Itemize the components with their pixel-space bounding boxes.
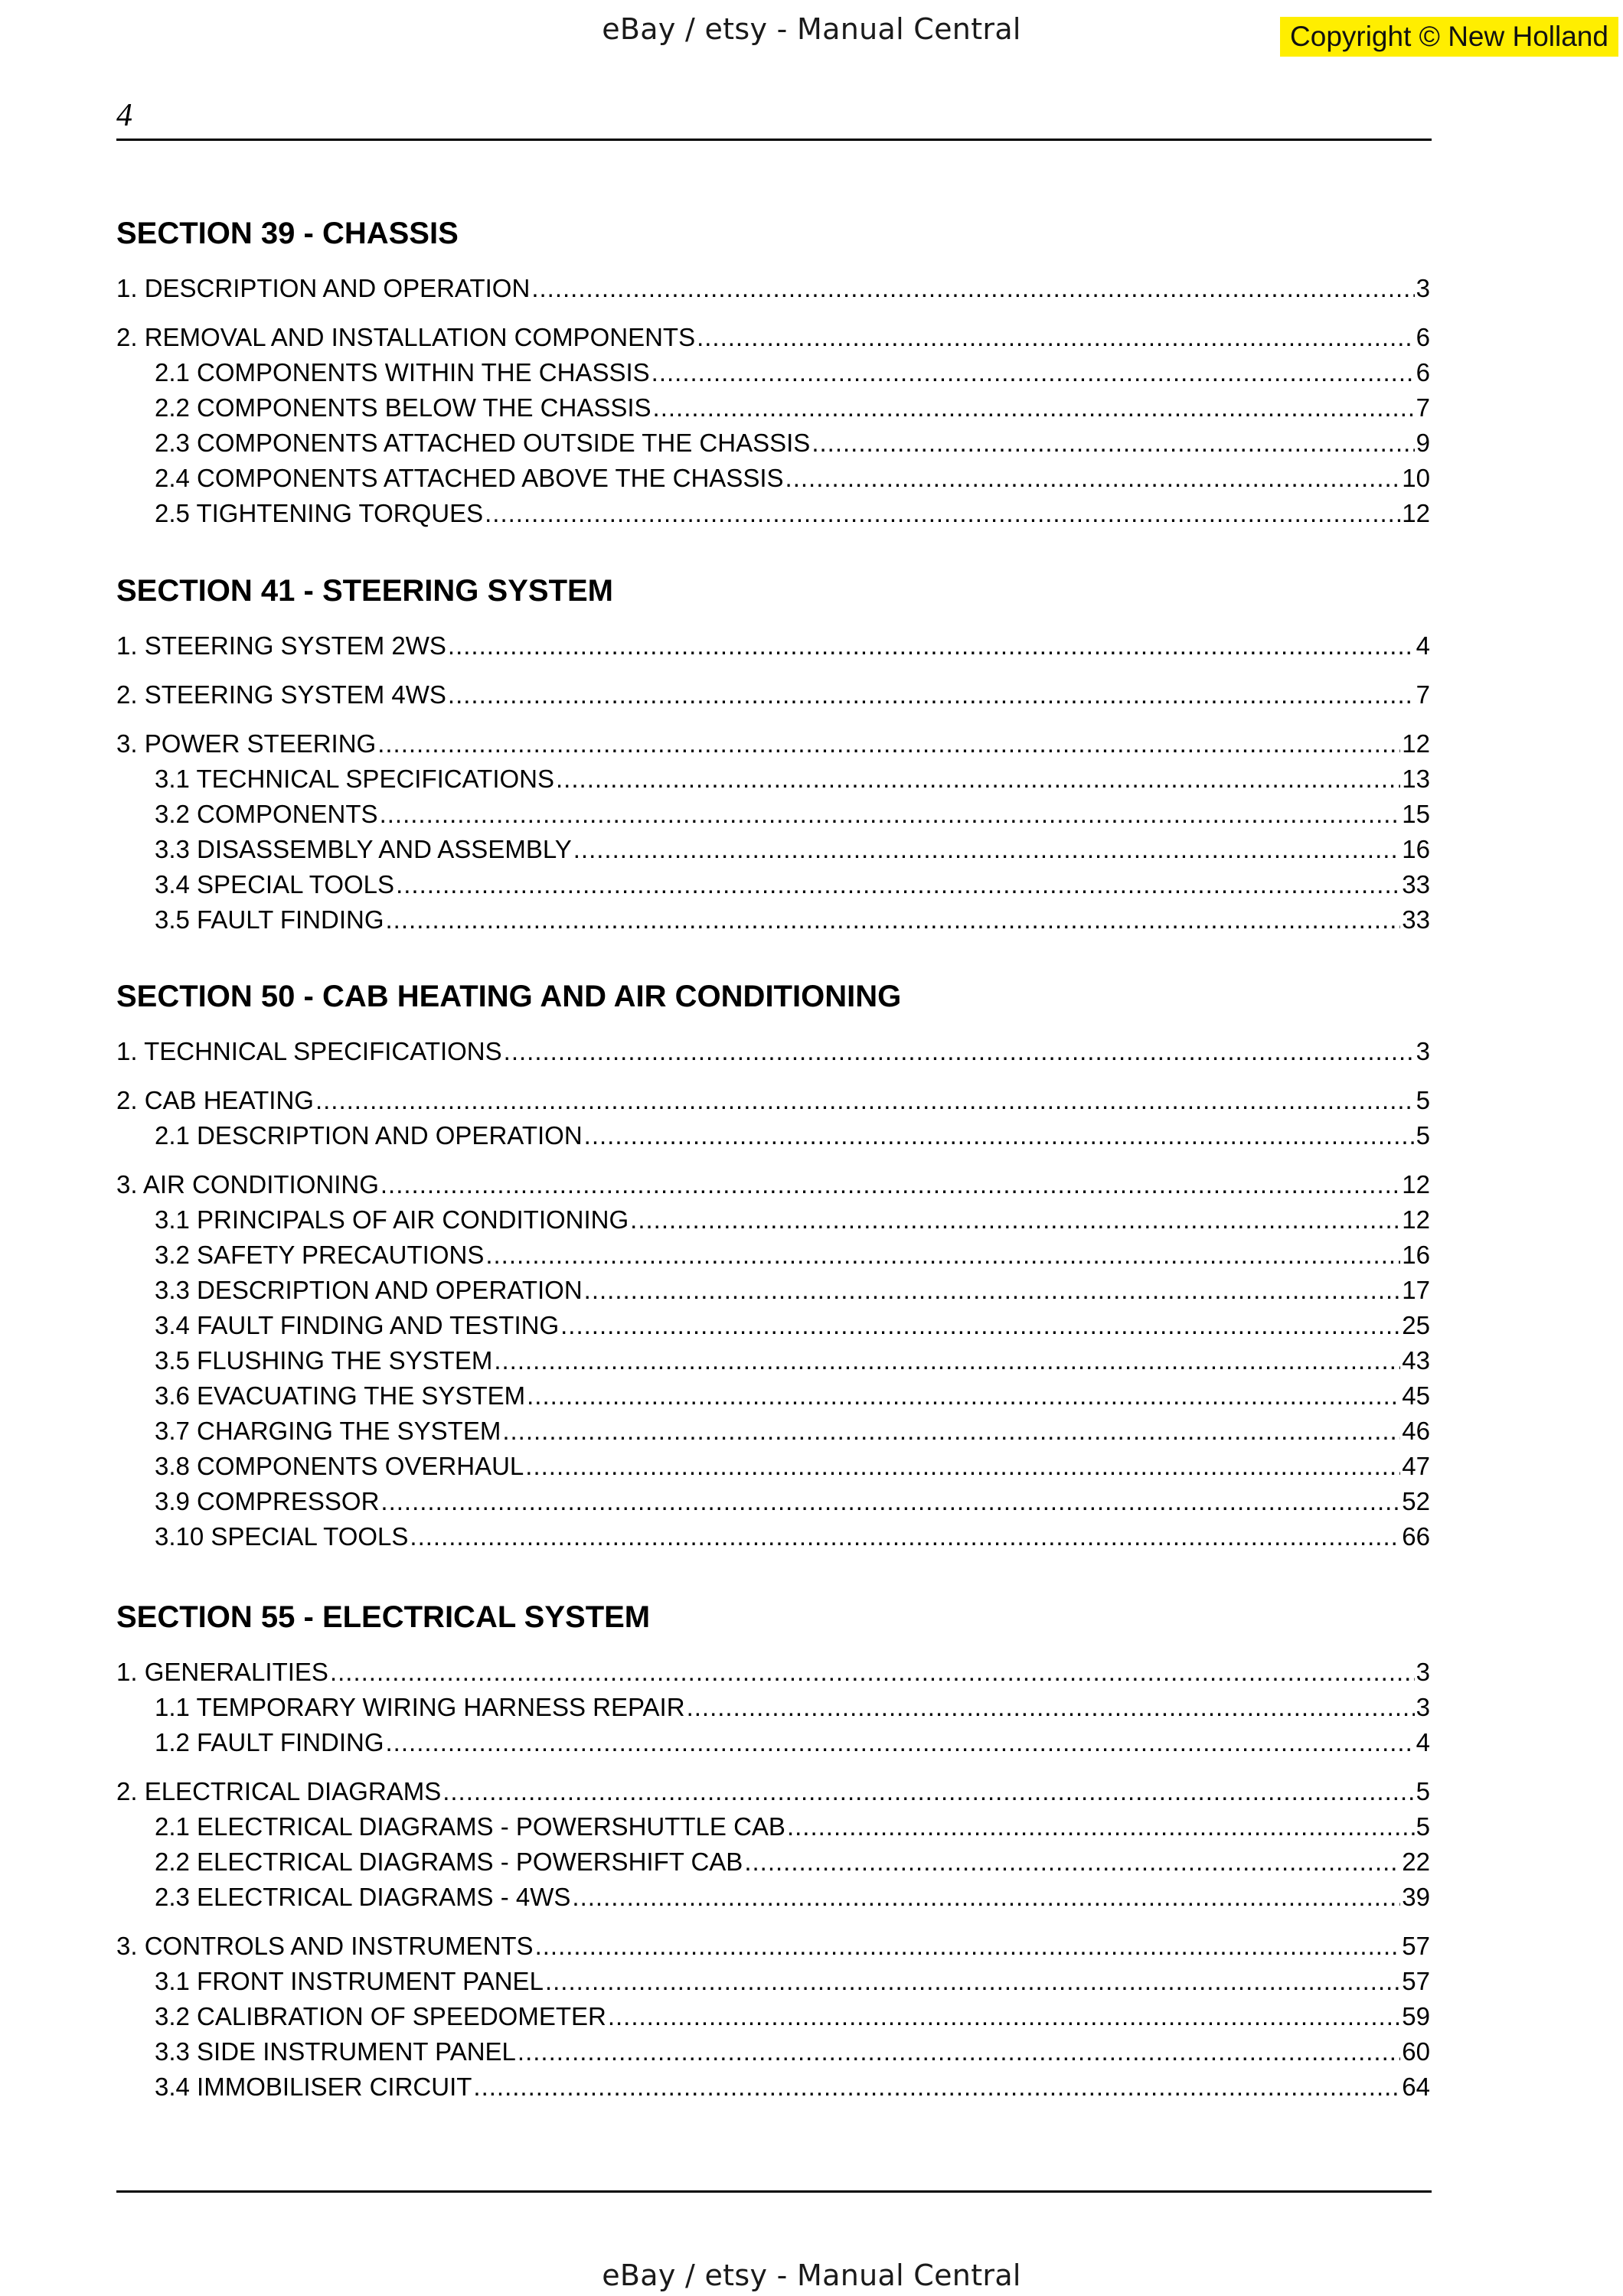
dot-leader bbox=[535, 1931, 1401, 1962]
dot-leader bbox=[697, 322, 1415, 353]
toc-entry bbox=[155, 834, 1430, 865]
toc-entry bbox=[116, 631, 1430, 661]
toc-entry-title: 3.2 SAFETY PRECAUTIONS bbox=[155, 1241, 485, 1269]
toc-entry-page: 5 bbox=[1416, 1086, 1430, 1114]
toc-entry-page: 5 bbox=[1416, 1777, 1430, 1805]
dot-leader bbox=[504, 1036, 1415, 1067]
toc-entry bbox=[155, 357, 1430, 388]
toc-entry-page: 64 bbox=[1402, 2073, 1430, 2101]
toc-entry bbox=[155, 1381, 1430, 1411]
toc-entry-title: 1. STEERING SYSTEM 2WS bbox=[116, 631, 446, 660]
toc-entry-page: 3 bbox=[1416, 1693, 1430, 1721]
toc-entry-title: 3.3 DISASSEMBLY AND ASSEMBLY bbox=[155, 835, 572, 863]
dot-leader bbox=[315, 1085, 1415, 1116]
toc-entry-page: 16 bbox=[1402, 835, 1430, 863]
toc-entry-title: 3.4 IMMOBILISER CIRCUIT bbox=[155, 2073, 472, 2101]
toc-entry-title: 3.6 EVACUATING THE SYSTEM bbox=[155, 1381, 526, 1410]
toc-entry-title: 3.8 COMPONENTS OVERHAUL bbox=[155, 1452, 524, 1480]
toc-entry bbox=[116, 729, 1430, 759]
toc-entry-page: 7 bbox=[1416, 393, 1430, 422]
dot-leader bbox=[448, 680, 1415, 710]
toc-entry-page: 3 bbox=[1416, 274, 1430, 302]
dot-leader bbox=[560, 1310, 1400, 1341]
copyright-badge: Copyright © New Holland bbox=[1280, 17, 1618, 57]
toc-entry-title: 3.2 COMPONENTS bbox=[155, 800, 378, 828]
dot-leader bbox=[386, 905, 1401, 935]
toc-entry-page: 13 bbox=[1402, 765, 1430, 793]
dot-leader bbox=[442, 1776, 1414, 1807]
toc-entry-title: 3.5 FAULT FINDING bbox=[155, 905, 384, 934]
toc-entry-title: 3.3 DESCRIPTION AND OPERATION bbox=[155, 1276, 583, 1304]
toc-entry-page: 3 bbox=[1416, 1037, 1430, 1065]
toc-entry-page: 22 bbox=[1402, 1848, 1430, 1876]
toc-entry bbox=[116, 1776, 1430, 1807]
toc-entry-page: 25 bbox=[1402, 1311, 1430, 1339]
dot-leader bbox=[787, 1812, 1415, 1842]
dot-leader bbox=[377, 729, 1400, 759]
toc-entry bbox=[155, 1882, 1430, 1913]
toc-entry-title: 2. ELECTRICAL DIAGRAMS bbox=[116, 1777, 442, 1805]
dot-leader bbox=[608, 2001, 1400, 2032]
toc-entry-page: 17 bbox=[1402, 1276, 1430, 1304]
toc-entry bbox=[155, 869, 1430, 900]
toc-entry bbox=[155, 764, 1430, 794]
dot-leader bbox=[812, 428, 1414, 458]
toc-entry bbox=[155, 1240, 1430, 1270]
toc-entry-page: 33 bbox=[1402, 870, 1430, 899]
toc-entry-title: 1. GENERALITIES bbox=[116, 1658, 328, 1686]
toc-entry bbox=[155, 2072, 1430, 2102]
dot-leader bbox=[494, 1345, 1400, 1376]
toc-entry-page: 43 bbox=[1402, 1346, 1430, 1375]
toc-entry-page: 16 bbox=[1402, 1241, 1430, 1269]
section-title: SECTION 39 - CHASSIS bbox=[116, 217, 459, 250]
toc-entry-page: 33 bbox=[1402, 905, 1430, 934]
toc-entry-title: 3.7 CHARGING THE SYSTEM bbox=[155, 1417, 501, 1445]
dot-leader bbox=[485, 498, 1400, 529]
dot-leader bbox=[545, 1966, 1400, 1997]
dot-leader bbox=[584, 1275, 1401, 1306]
toc-entry bbox=[116, 680, 1430, 710]
dot-leader bbox=[630, 1205, 1400, 1235]
page-number: 4 bbox=[116, 98, 132, 133]
toc-entry bbox=[155, 1451, 1430, 1482]
toc-entry-title: 3.4 FAULT FINDING AND TESTING bbox=[155, 1311, 560, 1339]
toc-entry bbox=[116, 1085, 1430, 1116]
dot-leader bbox=[527, 1381, 1400, 1411]
dot-leader bbox=[485, 1240, 1400, 1270]
toc-entry-title: 2.1 ELECTRICAL DIAGRAMS - POWERSHUTTLE CAB bbox=[155, 1812, 785, 1841]
dot-leader bbox=[396, 869, 1400, 900]
dot-leader bbox=[687, 1692, 1415, 1723]
toc-entry-title: 2.1 COMPONENTS WITHIN THE CHASSIS bbox=[155, 358, 650, 386]
toc-entry bbox=[116, 1169, 1430, 1200]
dot-leader bbox=[573, 834, 1401, 865]
toc-entry bbox=[155, 799, 1430, 830]
dot-leader bbox=[584, 1120, 1415, 1151]
dot-leader bbox=[531, 273, 1414, 304]
toc-entry-title: 2.2 ELECTRICAL DIAGRAMS - POWERSHIFT CAB bbox=[155, 1848, 743, 1876]
dot-leader bbox=[651, 357, 1415, 388]
toc-entry bbox=[155, 463, 1430, 494]
toc-entry bbox=[155, 1486, 1430, 1517]
toc-entry-page: 60 bbox=[1402, 2037, 1430, 2066]
toc-entry-title: 3.9 COMPRESSOR bbox=[155, 1487, 380, 1515]
footer-rule bbox=[116, 2190, 1432, 2193]
toc-entry bbox=[155, 428, 1430, 458]
toc-entry-page: 57 bbox=[1402, 1932, 1430, 1960]
toc-entry bbox=[155, 905, 1430, 935]
toc-entry bbox=[155, 1727, 1430, 1758]
toc-entry-title: 2. CAB HEATING bbox=[116, 1086, 314, 1114]
toc-entry-title: 3. AIR CONDITIONING bbox=[116, 1170, 379, 1199]
dot-leader bbox=[448, 631, 1415, 661]
toc-entry-page: 5 bbox=[1416, 1121, 1430, 1150]
toc-entry-page: 3 bbox=[1416, 1658, 1430, 1686]
toc-entry-title: 3.2 CALIBRATION OF SPEEDOMETER bbox=[155, 2002, 606, 2030]
toc-entry-title: 2.2 COMPONENTS BELOW THE CHASSIS bbox=[155, 393, 651, 422]
toc-entry bbox=[155, 2001, 1430, 2032]
toc-entry-page: 39 bbox=[1402, 1883, 1430, 1911]
section-title: SECTION 55 - ELECTRICAL SYSTEM bbox=[116, 1600, 651, 1634]
toc-entry-page: 4 bbox=[1416, 631, 1430, 660]
toc-entry-page: 6 bbox=[1416, 358, 1430, 386]
toc-entry-title: 1. DESCRIPTION AND OPERATION bbox=[116, 274, 531, 302]
dot-leader bbox=[785, 463, 1401, 494]
dot-leader bbox=[410, 1521, 1400, 1552]
toc-entry-title: 2.5 TIGHTENING TORQUES bbox=[155, 499, 484, 527]
toc-entry-page: 59 bbox=[1402, 2002, 1430, 2030]
toc-entry bbox=[116, 1657, 1430, 1688]
dot-leader bbox=[518, 2037, 1400, 2067]
toc-entry bbox=[155, 1416, 1430, 1446]
toc-entry-title: 2. STEERING SYSTEM 4WS bbox=[116, 680, 446, 709]
toc-entry-page: 15 bbox=[1402, 800, 1430, 828]
toc-entry-title: 3.10 SPECIAL TOOLS bbox=[155, 1522, 409, 1551]
toc-entry-page: 66 bbox=[1402, 1522, 1430, 1551]
toc-entry-page: 47 bbox=[1402, 1452, 1430, 1480]
toc-entry-page: 6 bbox=[1416, 323, 1430, 351]
dot-leader bbox=[473, 2072, 1400, 2102]
dot-leader bbox=[380, 799, 1401, 830]
toc-entry-title: 3.3 SIDE INSTRUMENT PANEL bbox=[155, 2037, 516, 2066]
dot-leader bbox=[380, 1169, 1400, 1200]
toc-entry-page: 5 bbox=[1416, 1812, 1430, 1841]
dot-leader bbox=[502, 1416, 1400, 1446]
toc-entry-title: 3.1 PRINCIPALS OF AIR CONDITIONING bbox=[155, 1205, 629, 1234]
header-banner: eBay / etsy - Manual Central bbox=[602, 12, 1021, 46]
toc-entry bbox=[155, 2037, 1430, 2067]
toc-entry-page: 57 bbox=[1402, 1967, 1430, 1995]
dot-leader bbox=[556, 764, 1400, 794]
toc-entry bbox=[155, 1692, 1430, 1723]
toc-entry-title: 1.2 FAULT FINDING bbox=[155, 1728, 384, 1756]
toc-entry bbox=[155, 1812, 1430, 1842]
toc-entry-page: 12 bbox=[1402, 499, 1430, 527]
toc-entry-title: 1.1 TEMPORARY WIRING HARNESS REPAIR bbox=[155, 1693, 685, 1721]
toc-entry-page: 12 bbox=[1402, 729, 1430, 758]
section-title: SECTION 50 - CAB HEATING AND AIR CONDITIONING bbox=[116, 980, 902, 1013]
toc-entry-title: 2.4 COMPONENTS ATTACHED ABOVE THE CHASSIS bbox=[155, 464, 784, 492]
toc-entry-page: 46 bbox=[1402, 1417, 1430, 1445]
footer-banner: eBay / etsy - Manual Central bbox=[602, 2258, 1021, 2292]
toc-entry-page: 12 bbox=[1402, 1170, 1430, 1199]
toc-entry-title: 2.3 COMPONENTS ATTACHED OUTSIDE THE CHASSIS bbox=[155, 429, 811, 457]
toc-entry-title: 3. CONTROLS AND INSTRUMENTS bbox=[116, 1932, 534, 1960]
toc-entry bbox=[116, 273, 1430, 304]
toc-entry-page: 9 bbox=[1416, 429, 1430, 457]
toc-entry-title: 3.4 SPECIAL TOOLS bbox=[155, 870, 395, 899]
toc-entry bbox=[155, 1966, 1430, 1997]
toc-entry-title: 3.1 FRONT INSTRUMENT PANEL bbox=[155, 1967, 544, 1995]
toc-entry-page: 12 bbox=[1402, 1205, 1430, 1234]
toc-entry-page: 10 bbox=[1402, 464, 1430, 492]
toc-entry-title: 2.3 ELECTRICAL DIAGRAMS - 4WS bbox=[155, 1883, 571, 1911]
toc-entry bbox=[155, 1847, 1430, 1877]
dot-leader bbox=[330, 1657, 1415, 1688]
toc-entry-title: 2.1 DESCRIPTION AND OPERATION bbox=[155, 1121, 583, 1150]
toc-entry bbox=[155, 1275, 1430, 1306]
toc-entry-page: 52 bbox=[1402, 1487, 1430, 1515]
toc-entry bbox=[155, 393, 1430, 423]
toc-entry bbox=[155, 1521, 1430, 1552]
toc-entry-page: 7 bbox=[1416, 680, 1430, 709]
toc-entry-title: 3.1 TECHNICAL SPECIFICATIONS bbox=[155, 765, 555, 793]
toc-entry bbox=[155, 1310, 1430, 1341]
dot-leader bbox=[572, 1882, 1400, 1913]
toc-entry bbox=[155, 1345, 1430, 1376]
toc-entry-page: 45 bbox=[1402, 1381, 1430, 1410]
toc-entry-title: 1. TECHNICAL SPECIFICATIONS bbox=[116, 1037, 502, 1065]
dot-leader bbox=[744, 1847, 1400, 1877]
toc-entry bbox=[155, 1205, 1430, 1235]
toc-entry-title: 3.5 FLUSHING THE SYSTEM bbox=[155, 1346, 493, 1375]
toc-entry-title: 2. REMOVAL AND INSTALLATION COMPONENTS bbox=[116, 323, 696, 351]
dot-leader bbox=[525, 1451, 1400, 1482]
toc-entry bbox=[116, 322, 1430, 353]
section-title: SECTION 41 - STEERING SYSTEM bbox=[116, 574, 614, 608]
toc-entry bbox=[116, 1931, 1430, 1962]
dot-leader bbox=[380, 1486, 1400, 1517]
dot-leader bbox=[386, 1727, 1415, 1758]
dot-leader bbox=[653, 393, 1415, 423]
toc-entry-title: 3. POWER STEERING bbox=[116, 729, 377, 758]
toc-entry-page: 4 bbox=[1416, 1728, 1430, 1756]
toc-entry bbox=[116, 1036, 1430, 1067]
toc-entry bbox=[155, 1120, 1430, 1151]
toc-entry bbox=[155, 498, 1430, 529]
